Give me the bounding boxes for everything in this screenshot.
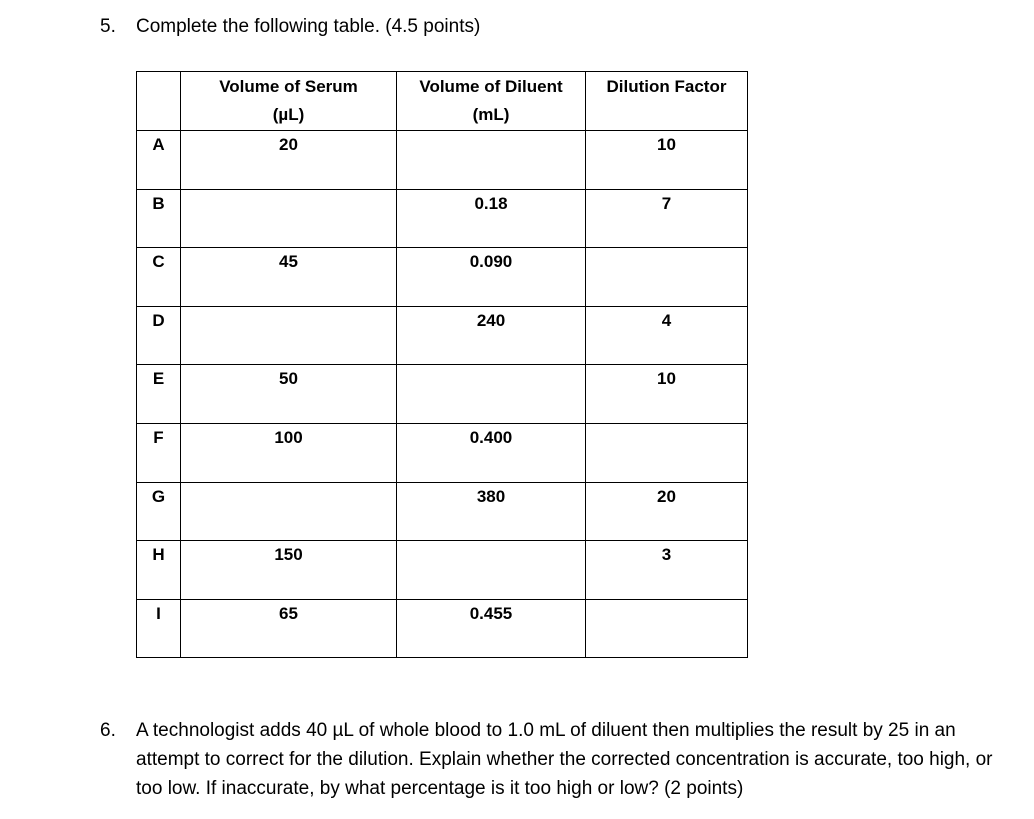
question-6 (100, 716, 1000, 803)
serum-cell: 45 (181, 248, 397, 307)
row-label: A (137, 131, 181, 190)
header-dilution-factor (586, 72, 748, 131)
factor-cell: 20 (586, 482, 748, 541)
factor-cell: 10 (586, 131, 748, 190)
serum-cell: 100 (181, 423, 397, 482)
row-label: D (137, 306, 181, 365)
serum-cell (181, 482, 397, 541)
question-6-text: A technologist adds 40 µL of whole blood to 1.0 mL of diluent then multiplies the result by 25 in an attempt to correct for the dilution. Explain whether the corrected concentration is accurate, too high, or too low. If inaccurate, by what percentage is it too high or low? (2 points) (136, 720, 993, 799)
table-row (137, 423, 748, 482)
factor-cell: 10 (586, 365, 748, 424)
diluent-cell: 240 (397, 306, 586, 365)
header-factor-line1: Dilution Factor (606, 77, 727, 96)
table-row (137, 541, 748, 600)
header-label (137, 72, 181, 131)
table-row (137, 189, 748, 248)
diluent-cell: 0.400 (397, 423, 586, 482)
table-row (137, 248, 748, 307)
row-label: E (137, 365, 181, 424)
table-header-row (137, 72, 748, 131)
table-row (137, 131, 748, 190)
factor-cell (586, 599, 748, 658)
header-serum-line2: (µL) (272, 105, 305, 124)
question-5-prompt: Complete the following table. (4.5 points) (136, 16, 481, 37)
factor-cell (586, 423, 748, 482)
diluent-cell (397, 365, 586, 424)
row-label: F (137, 423, 181, 482)
diluent-cell (397, 131, 586, 190)
row-label: C (137, 248, 181, 307)
factor-cell (586, 248, 748, 307)
question-5 (100, 14, 480, 40)
question-5-number: 5. (100, 16, 116, 37)
header-serum-line1: Volume of Serum (219, 77, 358, 96)
header-diluent-line1: Volume of Diluent (419, 77, 563, 96)
serum-cell: 20 (181, 131, 397, 190)
factor-cell: 7 (586, 189, 748, 248)
diluent-cell: 0.455 (397, 599, 586, 658)
header-diluent-line2: (mL) (472, 105, 510, 124)
diluent-cell: 380 (397, 482, 586, 541)
serum-cell: 65 (181, 599, 397, 658)
row-label: G (137, 482, 181, 541)
question-6-number: 6. (100, 720, 116, 741)
serum-cell (181, 189, 397, 248)
header-volume-of-serum (181, 72, 397, 131)
serum-cell (181, 306, 397, 365)
diluent-cell (397, 541, 586, 600)
table-row (137, 306, 748, 365)
row-label: B (137, 189, 181, 248)
table-row (137, 599, 748, 658)
row-label: I (137, 599, 181, 658)
serum-cell: 50 (181, 365, 397, 424)
table-row (137, 482, 748, 541)
factor-cell: 4 (586, 306, 748, 365)
table-row (137, 365, 748, 424)
header-volume-of-diluent (397, 72, 586, 131)
diluent-cell: 0.18 (397, 189, 586, 248)
dilution-table (136, 71, 748, 658)
diluent-cell: 0.090 (397, 248, 586, 307)
factor-cell: 3 (586, 541, 748, 600)
serum-cell: 150 (181, 541, 397, 600)
row-label: H (137, 541, 181, 600)
